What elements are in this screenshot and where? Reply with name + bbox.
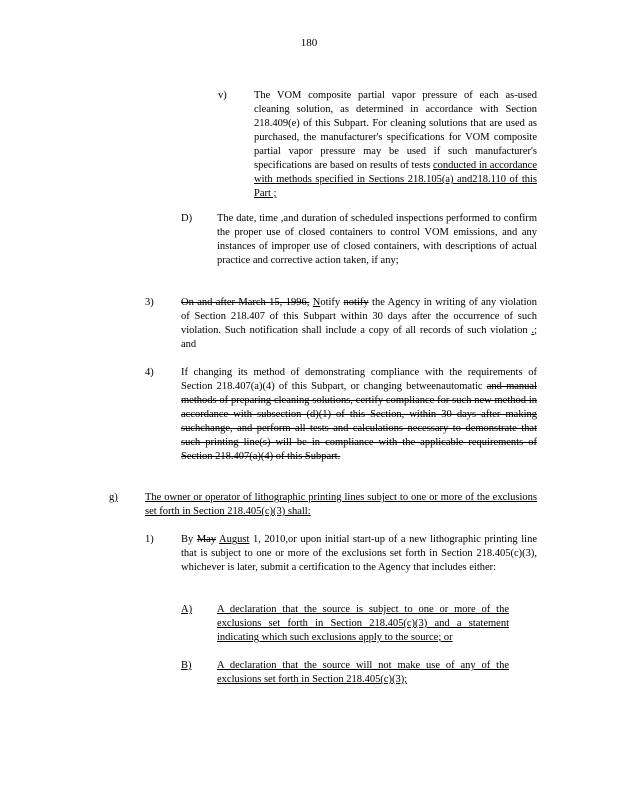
item-3-text bbox=[181, 296, 537, 352]
item-g1-part-b: 1, 2010,or upon initial start-up of a new lithographic printing line that is subject to one or more of the exclusions set forth in Section 218.405(c)(3), whichever is later, submit a certification to the Agency that includes either: bbox=[181, 534, 537, 573]
item-g1-struck: May bbox=[196, 534, 217, 545]
item-3-part-b: the Agency in writing of any violation of Section 218.407 of this Subpart within 30 days after the occurrence of such violation. Such notification shall include a copy of all records of such violation bbox=[181, 297, 537, 336]
page-number: 180 bbox=[300, 37, 318, 49]
item-4-struck: and manual methods of preparing cleaning solutions, certify compliance for such new method in accordance with subsection (d)(1) of this Section, within 30 days after making suchchange, and perform all tests and calculations necessary to demonstrate that such printing line(s) will be in compliance with the applicable requirements of Section 218.407(a)(4) of this Subpart. bbox=[181, 381, 538, 462]
item-gA-text: A declaration that the source is subject to one or more of the exclusions set forth in Section 218.405(c)(3) and a statement indicating which such exclusions apply to the source; or bbox=[217, 604, 509, 643]
item-marker-3: 3) bbox=[145, 297, 154, 308]
item-3-struck-2: notify bbox=[343, 297, 369, 308]
item-3-struck: On and after March 15, 1996, bbox=[181, 297, 310, 308]
item-v-underlined: conducted in accordance with methods specified in Sections 218.105(a) and218.110 of this Part ; bbox=[254, 160, 537, 199]
item-marker-4: 4) bbox=[145, 367, 154, 378]
item-3-inserted-N: N bbox=[312, 297, 321, 308]
item-g1-marker: 1) bbox=[145, 534, 154, 545]
item-gB-text: A declaration that the source will not make use of any of the exclusions set forth in Section 218.405(c)(3); bbox=[217, 660, 509, 685]
item-g1-inserted: August bbox=[219, 534, 250, 545]
item-4-text bbox=[181, 366, 537, 464]
item-3-inserted-end: . bbox=[531, 325, 535, 336]
item-gA-marker: A) bbox=[181, 604, 193, 615]
item-v-body: The VOM composite partial vapor pressure of each as-used cleaning solution, as determined in accordance with Section 218.409(e) of this Subpart. For cleaning solutions that are used as purchased, the manufacturer's specifications for VOM composite partial vapor pressure may be used if such manufacturer's specifications are based on results of tests bbox=[254, 90, 537, 171]
item-4-body: If changing its method of demonstrating compliance with the requirements of Section 218.407(a)(4) of this Subpart, or changing betweenautomatic bbox=[181, 367, 537, 392]
section-g-marker: g) bbox=[109, 492, 118, 503]
section-g-text: The owner or operator of lithographic printing lines subject to one or more of the exclusions set forth in Section 218.405(c)(3) shall: bbox=[145, 492, 537, 517]
item-3-part-a: otify bbox=[320, 297, 341, 308]
item-gB-marker: B) bbox=[181, 660, 192, 671]
item-v-text bbox=[254, 89, 537, 201]
item-marker-D: D) bbox=[181, 213, 193, 224]
item-3-part-c: ; and bbox=[181, 325, 538, 350]
item-g1-text bbox=[181, 533, 537, 575]
item-D-text: The date, time ,and duration of scheduled inspections performed to confirm the proper use of closed containers to control VOM emissions, and any instances of improper use of closed containers, with descriptions of actual practice and corrective action taken, if any; bbox=[217, 213, 537, 266]
item-marker-v: v) bbox=[218, 90, 227, 101]
item-g1-part-a: By bbox=[181, 534, 197, 545]
